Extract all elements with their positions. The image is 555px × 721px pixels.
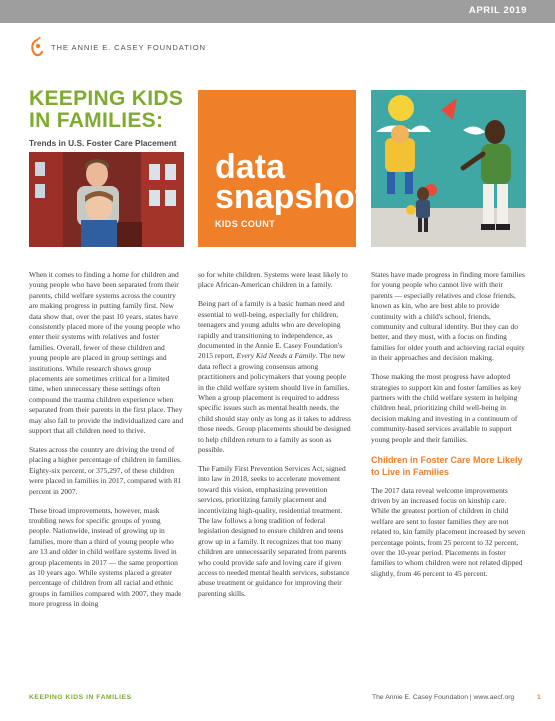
publication-date: APRIL 2019 [468,5,527,16]
paragraph: When it comes to finding a home for children and young people who have been separated from their parents, child welfare systems across the country are making progress in putting family first. New data show that, over the past 10 years, states have consistently placed more of the young people who enter their systems with relatives and foster families. Overall, fewer of these children and young people are placed in group settings and institutions. While research shows group placements are sometimes critical for a limited time, when unnecessary these settings often compound the trauma children experience when separated from their parents in the first place. They may also fail to provide the individualized care and support that all children need to thrive. [29,270,184,436]
title-line-1: KEEPING KIDS [29,87,184,110]
logo-icon [29,37,45,57]
section-heading: Children in Foster Care More Likely to Live in Families [371,454,523,477]
paragraph: Those making the most progress have adopted strategies to support kin and foster families as key partners with the child welfare system in helping children heal, prioritizing child well-being in decision making and investing in a continuum of community-based services available to support young people and their families. [371,372,522,444]
text-column-2 [198,270,353,608]
photo-classroom [371,90,526,247]
kids-count-label: KIDS COUNT [215,219,275,229]
page-number: 1 [537,694,541,701]
page-title [29,88,199,132]
paragraph-part: Being part of a family is a basic human need and essential to well-being, especially for children, teenagers and young adults who are developing rapidly and transitioning to independence, as documented in the Annie E. Casey Foundation's 2015 report, [198,299,345,361]
snapshot-word-data: data [215,148,285,186]
page-subtitle: Trends in U.S. Foster Care Placement [29,138,177,148]
paragraph: States across the country are driving the trend of placing a higher percentage of children in families. Eighty-six percent, or 375,297, of these children were placed in families in 2017, compared with 81 percent in 2007. [29,445,182,496]
paragraph [198,299,353,455]
paragraph: States have made progress in finding more families for young people who cannot live with their parents — especially relatives and close friends, known as kin, who are best able to provide continuity with a child's school, friends, community and cultural identity. But they can do better, and they must, with a focus on finding families for older youth and achieving racial equity in their approaches and decision making. [371,270,525,363]
paragraph: The 2017 data reveal welcome improvements driven by an increased focus on kinship care. While the greatest portion of children in child welfare are sent to foster families they are not related to, kin family placement increased by seven percentage points, from 25 percent to 32 percent, over the 10-year period. Placements in foster families to whom children were not related dipped slightly, from 46 percent to 45 percent. [371,485,526,578]
snapshot-word-snapshot: snapshot [215,178,367,216]
foundation-logo [29,37,206,57]
foundation-name: THE ANNIE E. CASEY FOUNDATION [51,42,206,52]
paragraph: These broad improvements, however, mask troubling news for specific groups of young people. Nationwide, instead of growing up in families, more than a third of young people who are 13 and older in child welfare systems lived in group placements in 2017 — the same proportion as 10 years ago. While systems placed a greater percentage of children from all racial and ethnic groups in families compared with 2007, they made more progress in doing [29,505,182,609]
paragraph: so for white children. Systems were least likely to place African-American children in a family. [198,270,348,290]
footer-title: KEEPING KIDS IN FAMILIES [29,694,132,701]
photo-family [29,152,184,247]
data-snapshot-panel [198,90,367,247]
paragraph: The Family First Prevention Services Act, signed into law in 2018, seeks to accelerate movement toward this vision, emphasizing prevention services, prioritizing family placement and incentivizing high-quality, residential treatment. The law follows a long tradition of federal legislation designed to ensure children and teens grow up in a family. It recognizes that too many children are unnecessarily separated from parents who could provide safe and loving care if given access to needed mental health services, substance abuse treatment or guidance for improving their parenting skills. [198,463,350,598]
footer-credit: The Annie E. Casey Foundation | www.aecf.org [372,694,515,701]
title-line-2: IN FAMILIES: [29,109,164,132]
text-column-1 [29,270,184,618]
top-bar [0,0,555,23]
paragraph-part: . The new data reflect a growing consensus among practitioners and policymakers that young people in the child welfare system should live in families. When a group placement is required to address specific issues such as mental health needs, the child should stay only as long as it takes to address those needs. Group placements should be designed to help children return to a family as soon as possible. [198,351,351,454]
text-column-3 [371,270,526,588]
report-title: Every Kid Needs a Family [236,351,316,361]
